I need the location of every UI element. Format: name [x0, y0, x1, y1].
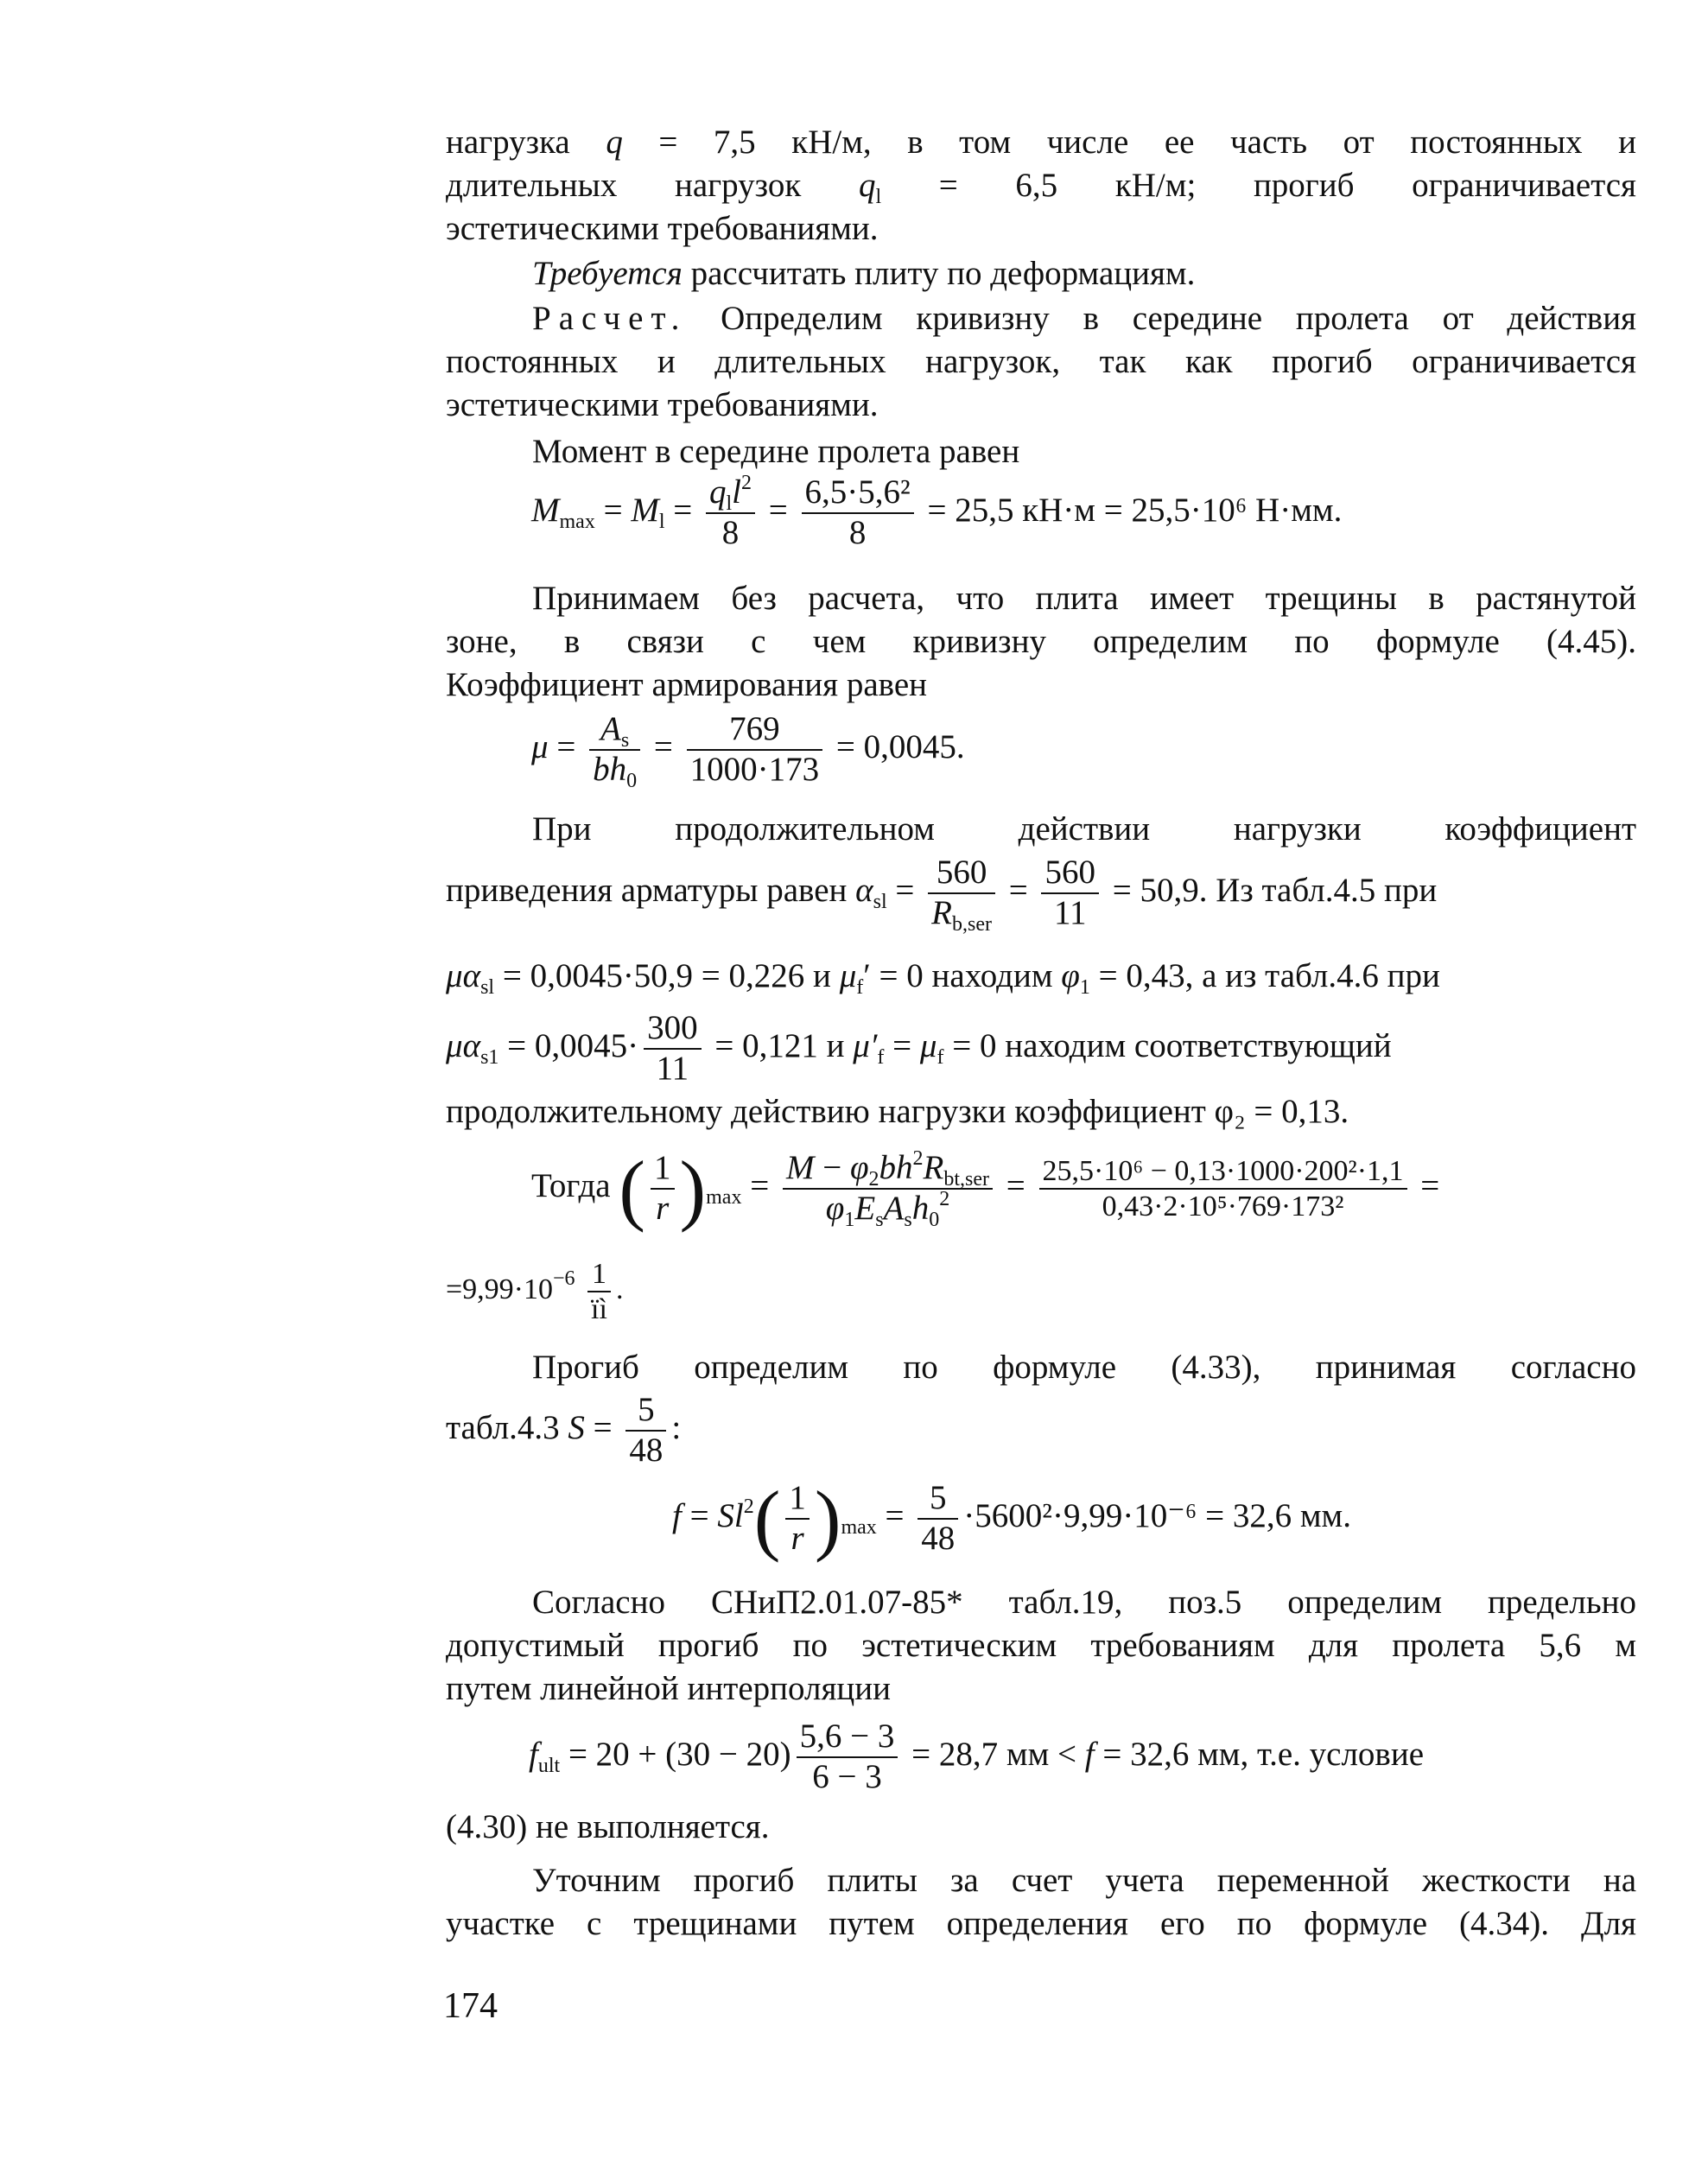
formula-fult: $f_{ult} = 20 + (30 - 20)$ $\frac{5,6 - 3}{6 - 3}$ = 28,7 мм < f = 32,6 мм, т.е. условие: [529, 1718, 1425, 1795]
text-line: постоянных и длительных нагрузок, так как прогиб ограничивается: [446, 343, 1636, 380]
fraction: $\frac{A_s}{bh_0}$: [589, 710, 640, 790]
text-line: Прогиб определим по формуле (4.33), принимая согласно: [532, 1349, 1636, 1386]
emphasis: Требуется: [532, 255, 683, 292]
text-line: [446, 252, 1636, 295]
text-line: Коэффициент армирования равен: [446, 666, 928, 703]
fraction: $\frac{1}{r}$: [651, 1149, 675, 1229]
formula-S: табл.4.3 S = $\frac{5}{48}$ :: [446, 1391, 682, 1469]
fraction: $\frac{\text{25,5·10⁶ − 0,13·1000·200²·1,1}}{\text{0,43·2·10⁵·769·173²}}$: [1039, 1154, 1407, 1223]
text-line: Принимаем без расчета, что плита имеет трещины в растянутой: [532, 580, 1636, 617]
text-line: эстетическими требованиями.: [446, 386, 879, 423]
text-line: [446, 297, 1636, 340]
fraction: $\frac{M - \varphi_2bh^2R_{bt,ser}}{\varphi_1E_sA_sh_0^2}$: [783, 1149, 993, 1229]
fraction: $\frac{1}{r}$: [785, 1479, 810, 1559]
formula-result: $=9,99\cdot 10^{-6}$ $\frac{1}{ïì}$ .: [446, 1258, 624, 1326]
fraction: $\frac{1}{ïì}$: [587, 1257, 611, 1326]
fraction: $\frac{300}{11}$: [644, 1009, 702, 1089]
text-line: (4.30) не выполняется.: [446, 1808, 770, 1845]
formula-moment: $M_{max} = M_l$ = $\frac{q_ll^2}{8}$ = $\frac{\text{6,5·5,6²}}{8}$ = 25,5 кН·м = 25,5·10⁶ Н·мм.: [531, 472, 1343, 551]
text-line: Согласно СНиП2.01.07-85* табл.19, поз.5 определим предельно: [532, 1584, 1636, 1621]
text-line: зоне, в связи с чем кривизну определим по формуле (4.45).: [446, 623, 1636, 660]
fraction: $\frac{560}{R_{b,ser}}$: [928, 854, 995, 933]
fraction: $\frac{5,6 - 3}{6 - 3}$: [797, 1718, 898, 1797]
text-line: путем линейной интерполяции: [446, 1670, 891, 1707]
formula-curvature: Тогда ( $\frac{1}{r}$ )$_{max}$ = $\frac{M - \varphi_2bh^2R_{bt,ser}}{\varphi_1E_sA_sh_0^2}$ = $\frac{\text{25,5·10⁶ − 0,13·1000·200²·1,1}}{\text{0,43·2·10⁵·769·173²}}$ =: [531, 1145, 1440, 1233]
formula-line: $\mu\alpha_{sl} = 0,0045\cdot 50,9 = 0,226$ и $\mu_f' = 0$ находим $\varphi_1 = 0,43$, а из табл.4.6 при: [446, 957, 1440, 999]
formula-deflection: $f = Sl^2$( $\frac{1}{r}$ )$_{max}$ = $\frac{5}{48}$ ·5600²·9,99·10⁻⁶ = 32,6 мм.: [672, 1475, 1351, 1563]
fraction: $\frac{\text{6,5·5,6²}}{8}$: [802, 473, 914, 553]
text-line: эстетическими требованиями.: [446, 210, 879, 247]
fraction: $\frac{5}{48}$: [625, 1391, 666, 1470]
page-number: 174: [443, 1986, 498, 2026]
spaced-word: Расчет.: [532, 300, 688, 337]
text-line: участке с трещинами путем определения его по формуле (4.34). Для: [446, 1905, 1636, 1942]
text-span: рассчитать плиту по деформациям.: [682, 255, 1196, 292]
fraction: $\frac{5}{48}$: [917, 1479, 958, 1559]
fraction: $\frac{560}{11}$: [1041, 854, 1099, 933]
text-line: Уточним прогиб плиты за счет учета переменной жесткости на: [532, 1862, 1636, 1899]
text-line: нагрузка q = 7,5 кН/м, в том числе ее часть от постоянных и: [446, 124, 1636, 161]
text-line: длительных нагрузок $q_l = 6,5$ кН/м; прогиб ограничивается: [446, 167, 1636, 208]
formula-mu: μ = $\frac{A_s}{bh_0}$ = $\frac{769}{1000\cdot 173}$ = 0,0045.: [531, 710, 965, 792]
text-line: продолжительному действию нагрузки коэффициент φ₂ = 0,13.: [446, 1093, 1349, 1130]
text-line: Момент в середине пролета равен: [532, 433, 1020, 470]
formula-alpha: приведения арматуры равен $\alpha_{sl}$ = $\frac{560}{R_{b,ser}}$ = $\frac{560}{11}$ = 50,9. Из табл.4.5 при: [446, 854, 1438, 936]
text-line: При продолжительном действии нагрузки коэффициент: [532, 810, 1636, 848]
fraction: $\frac{q_ll^2}{8}$: [706, 473, 755, 553]
formula-line: $\mu\alpha_{s1} = 0,0045\cdot$ $\frac{300}{11}$ = 0,121 и $\mu'_f = \mu_f = 0$ находим соответствующий: [446, 1009, 1392, 1087]
fraction: $\frac{769}{1000\cdot 173}$: [687, 710, 823, 790]
text-line: допустимый прогиб по эстетическим требованиям для пролета 5,6 м: [446, 1627, 1636, 1664]
text-span: Определим кривизну в середине пролета от действия: [687, 300, 1636, 337]
